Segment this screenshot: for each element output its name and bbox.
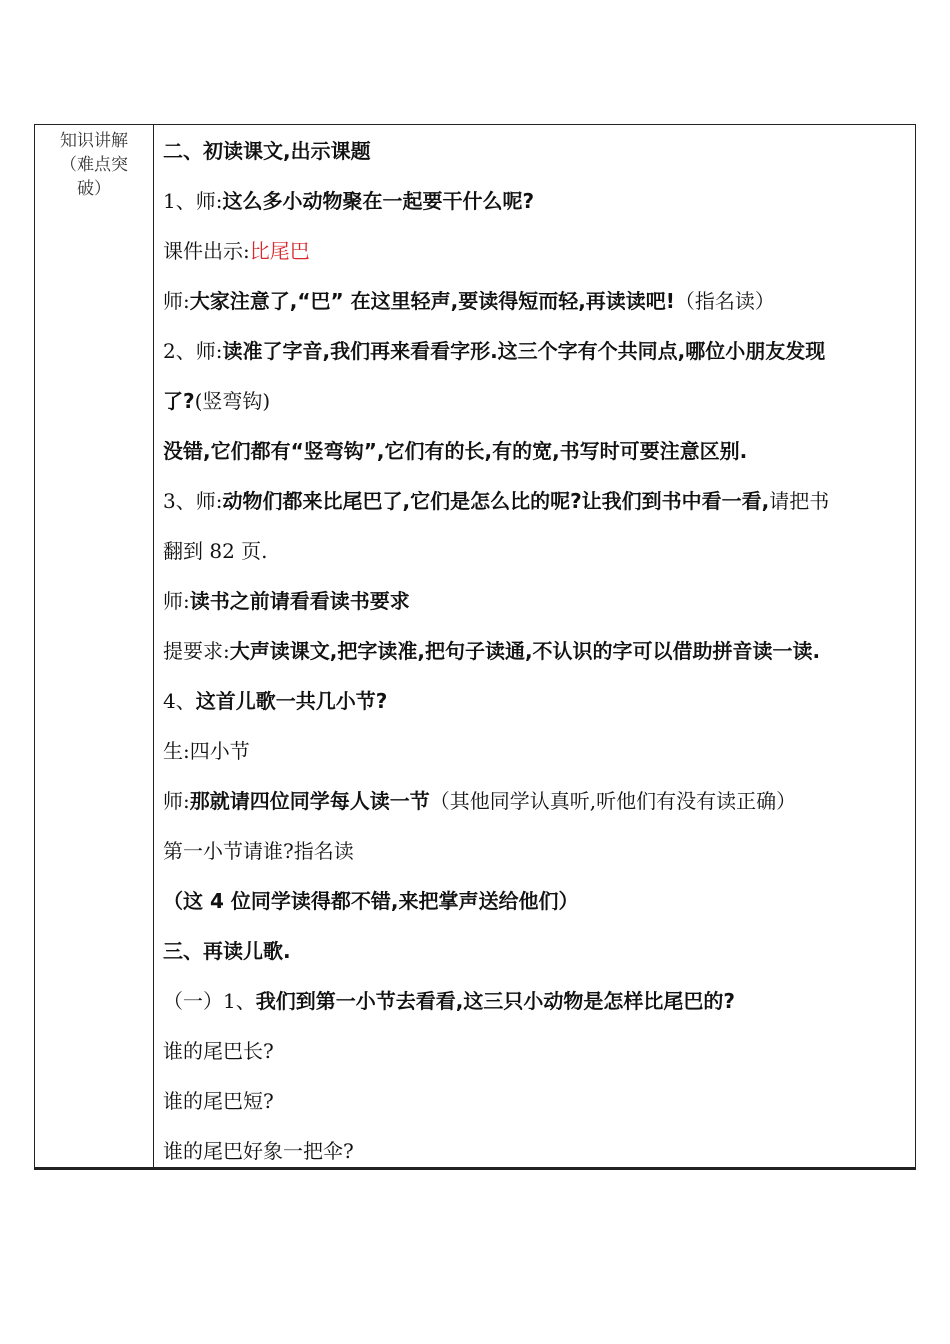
line-text: 大家注意了,“巴” 在这里轻声,要读得短而轻,再读读吧! [189, 289, 675, 313]
lesson-table [34, 124, 916, 1170]
line-suffix: 请把书 [769, 489, 830, 513]
line-suffix: （其他同学认真听,听他们有没有读正确） [429, 789, 797, 813]
line-text: 我们到第一小节去看看,这三只小动物是怎样比尾巴的? [255, 989, 735, 1013]
line-number: 4、 [163, 689, 196, 713]
text-line: 谁的尾巴长? [163, 1039, 274, 1063]
heading-second-reading: 三、再读儿歌. [163, 939, 291, 963]
text-line [163, 287, 775, 315]
text-line: 没错,它们都有“竖弯钩”,它们有的长,有的宽,书写时可要注意区别. [163, 439, 748, 463]
line-text: 大声读课文,把字读准,把句子读通,不认识的字可以借助拼音读一读. [229, 639, 821, 663]
line-text: 读准了字音,我们再来看看字形.这三个字有个共同点,哪位小朋友发现 [222, 339, 826, 363]
line-prefix: 课件出示: [163, 239, 250, 263]
line-prefix: 师: [163, 289, 190, 313]
text-line [163, 787, 796, 815]
text-line [163, 237, 310, 265]
section-label-line: 破） [77, 179, 111, 199]
line-prefix: 师: [163, 789, 190, 813]
text-line [163, 337, 825, 365]
text-line: （这 4 位同学读得都不错,来把掌声送给他们） [163, 889, 579, 913]
line-text: 这首儿歌一共几小节? [195, 689, 388, 713]
line-number: 2、师: [163, 339, 223, 363]
text-line [163, 187, 534, 215]
line-text: 动物们都来比尾巴了,它们是怎么比的呢?让我们到书中看一看, [222, 489, 770, 513]
lesson-title-highlight: 比尾巴 [249, 239, 310, 263]
text-line [163, 987, 735, 1015]
line-number: 3、师: [163, 489, 223, 513]
heading-first-reading: 二、初读课文,出示课题 [163, 139, 371, 163]
text-line [163, 387, 270, 415]
text-line [163, 637, 820, 665]
text-line: 翻到 82 页. [163, 539, 268, 563]
text-line: 第一小节请谁?指名读 [163, 839, 354, 863]
content-cell [154, 125, 915, 1167]
line-number: （一）1、 [163, 989, 256, 1013]
line-text: 这么多小动物聚在一起要干什么呢? [222, 189, 535, 213]
text-line: 谁的尾巴好象一把伞? [163, 1139, 354, 1163]
section-label-cell [35, 125, 154, 1167]
line-text: 那就请四位同学每人读一节 [189, 789, 430, 813]
text-line [163, 487, 829, 515]
line-prefix: 提要求: [163, 639, 230, 663]
line-suffix: (竖弯钩) [194, 389, 271, 413]
line-prefix: 师: [163, 589, 190, 613]
text-line: 生:四小节 [163, 739, 250, 763]
line-suffix: （指名读） [674, 289, 775, 313]
text-line: 谁的尾巴短? [163, 1089, 274, 1113]
text-line [163, 687, 387, 715]
line-text: 了? [163, 389, 195, 413]
section-label-line: （难点突 [60, 155, 128, 175]
line-text: 读书之前请看看读书要求 [189, 589, 410, 613]
text-line [163, 587, 410, 615]
section-label-line: 知识讲解 [60, 131, 128, 151]
line-number: 1、师: [163, 189, 223, 213]
